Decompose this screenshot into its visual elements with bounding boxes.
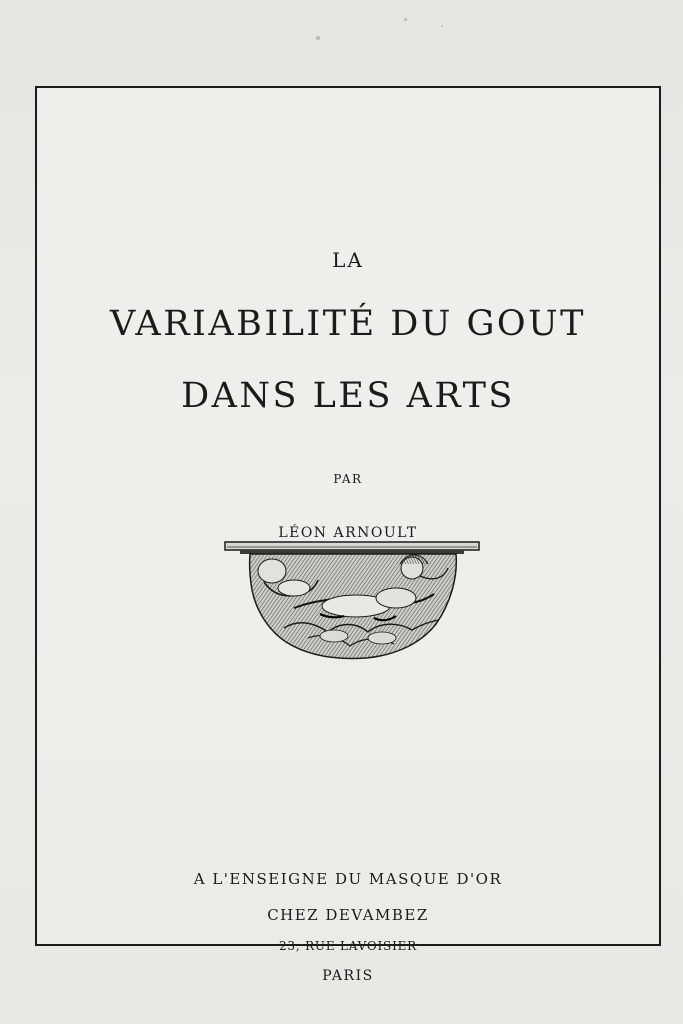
title-line-1: VARIABILITÉ DU GOUT [110,304,586,344]
sculpted-bracket-relief-icon [224,538,480,660]
title-line-2: DANS LES ARTS [181,376,515,416]
by-label: PAR [333,472,363,486]
author-name: LÉON ARNOULT [278,525,418,541]
page-border-frame [35,86,661,984]
publisher-line-2: CHEZ DEVAMBEZ [267,906,429,924]
publisher-city: PARIS [322,968,374,984]
paper-speck [404,18,407,21]
paper-speck [316,36,320,40]
publisher-line-1: A L'ENSEIGNE DU MASQUE D'OR [193,870,503,888]
title-article: LA [332,248,364,272]
paper-speck [441,25,443,27]
publisher-address: 23, RUE LAVOISIER [278,939,418,953]
